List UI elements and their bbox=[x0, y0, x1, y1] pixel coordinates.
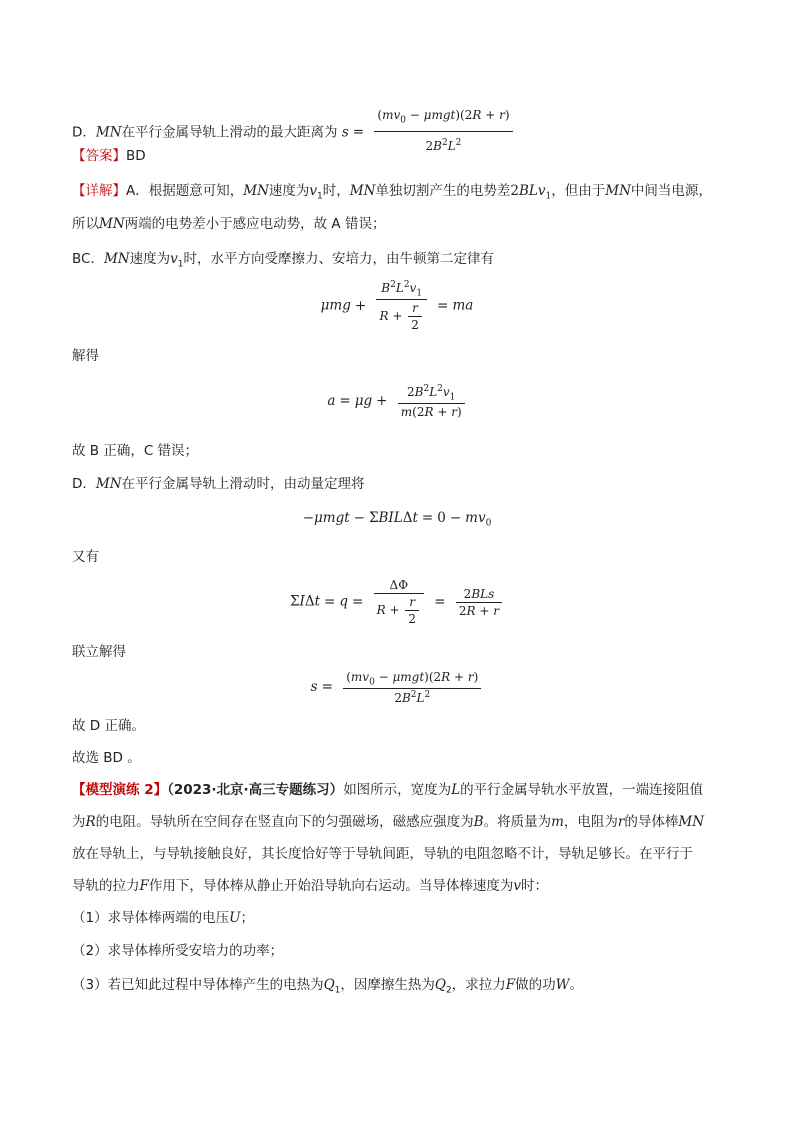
acceleration-equation: a = μg + $\frac{2B^2L^2v_1}{m(2R + r)}$ bbox=[0, 384, 794, 419]
also-label: 又有 bbox=[72, 549, 99, 565]
question-2: （2）求导体棒所受安培力的功率； bbox=[72, 943, 284, 959]
question-1: （1）求导体棒两端的电压U； bbox=[72, 910, 254, 926]
question-3: （3）若已知此过程中导体棒产生的电热为$Q_1$，因摩擦生热为$Q_2$，求拉力F做的功W。 bbox=[72, 977, 583, 996]
detail-line-4: 故 B 正确，C 错误； bbox=[72, 443, 199, 459]
detail-line-6: 故 D 正确。 bbox=[72, 718, 145, 734]
detail-line-7: 故选 BD 。 bbox=[72, 750, 141, 766]
newton-equation: μmg + $B^2L^2v_1$ R + $\frac{r}{2}$ = ma bbox=[320, 280, 474, 333]
practice-line-2: 为R的电阻。导轨所在空间存在竖直向下的匀强磁场，磁感应强度为B。将质量为m，电阻为r的导体棒MN bbox=[72, 814, 705, 830]
max-distance-fraction: $\frac{(mv_0 - \mu mgt)(2R + r)}{2B^2L^2}$ bbox=[374, 105, 512, 156]
momentum-equation: $-\mu mgt - \Sigma BIL\Delta t = 0 - mv_0$ bbox=[302, 510, 492, 529]
detail-line-5: D．MN在平行金属导轨上滑动时，由动量定理将 bbox=[72, 476, 365, 492]
option-d-line: D．MN在平行金属导轨上滑动的最大距离为 s = $\frac{(mv_0 - \mu mgt)(2R + r)}{2B^2L^2}$ bbox=[72, 105, 515, 156]
detail-line-3: BC．MN速度为$v_1$时，水平方向受摩擦力、安培力，由牛顿第二定律有 bbox=[72, 251, 494, 270]
practice-line-3: 放在导轨上，与导轨接触良好，其长度恰好等于导轨间距，导轨的电阻忽略不计，导轨足够长。在平行于 bbox=[72, 846, 693, 862]
charge-equation: ΣIΔt = q = ΔΦ R + $\frac{r}{2}$ = $\frac{\text{2BLs}}{2R + r}$ bbox=[0, 578, 794, 626]
practice-line-4: 导轨的拉力F作用下，导体棒从静止开始沿导轨向右运动。当导体棒速度为v时： bbox=[72, 878, 549, 894]
combine-label: 联立解得 bbox=[72, 644, 126, 660]
detail-line-2: 所以MN两端的电势差小于感应电动势，故 A 错误； bbox=[72, 216, 386, 232]
practice-line-1: 【模型演练 2】（2023·北京·高三专题练习）如图所示，宽度为L的平行金属导轨水平放置，一端连接阻值 bbox=[72, 782, 704, 798]
distance-equation: s = $\frac{(mv_0 - \mu mgt)(2R + r)}{2B^2L^2}$ bbox=[0, 670, 794, 705]
detail-line-1: 【详解】A．根据题意可知，MN速度为$v_1$时，MN单独切割产生的电势差2BLv$_1$，但由于MN中间当电源， bbox=[72, 183, 712, 202]
answer-line: 【答案】BD bbox=[72, 148, 146, 164]
solve-label-1: 解得 bbox=[72, 348, 99, 364]
